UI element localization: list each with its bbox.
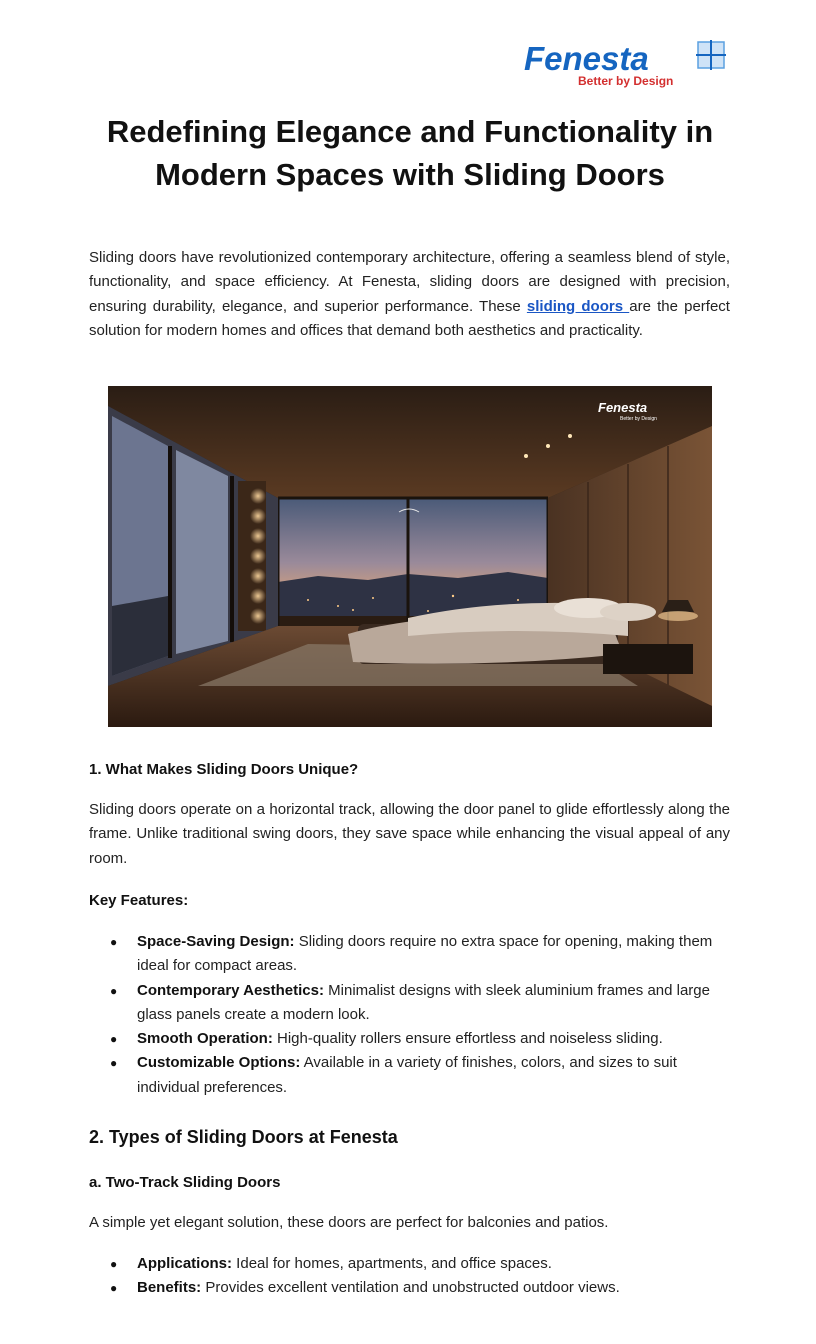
hero-watermark-brand: Fenesta <box>598 400 648 415</box>
list-item <box>110 930 730 979</box>
section1-body: Sliding doors operate on a horizontal track, allowing the door panel to glide effortlessly along the frame. Unlike traditional swing doors, they save space while enhancing the visual appeal of any room. <box>89 801 730 867</box>
list-item <box>110 1027 730 1051</box>
intro-paragraph <box>89 246 730 343</box>
item-text: Ideal for homes, apartments, and office spaces. <box>232 1255 552 1272</box>
list-item <box>110 1051 730 1100</box>
section2-heading: 2. Types of Sliding Doors at Fenesta <box>89 1127 398 1147</box>
list-item <box>110 1252 740 1276</box>
feature-text: Sliding doors require no extra space for opening, making them ideal for compact areas. <box>137 933 713 975</box>
logo-wordmark: Fenesta <box>524 40 649 77</box>
two-track-list <box>110 1252 740 1301</box>
feature-text: High-quality rollers ensure effortless and noiseless sliding. <box>272 1030 663 1048</box>
list-item <box>110 1276 740 1300</box>
item-label: Benefits: <box>137 1279 202 1297</box>
intro-text-before: Sliding doors have revolutionized contemporary architecture, offering a seamless blend of style, functionality, and space efficiency. At Fenesta, sliding doors are designed with precision, ensuring durability, elegance, and superior performance. These <box>89 249 730 315</box>
fenesta-logo <box>520 38 730 90</box>
feature-label: Smooth Operation: <box>137 1030 273 1048</box>
page-title: Redefining Elegance and Functionality in Modern Spaces with Sliding Doors <box>106 114 714 192</box>
hero-bedroom-image <box>108 386 712 727</box>
logo-cross-icon <box>696 40 726 70</box>
list-item <box>110 979 730 1028</box>
item-label: Applications: <box>137 1255 233 1272</box>
intro-text-after: are the perfect solution for modern homes and offices that demand both aesthetics and practicality. <box>89 297 730 339</box>
section2a-heading: a. Two-Track Sliding Doors <box>89 1174 281 1191</box>
hero-watermark-tagline: Better by Design <box>620 416 657 422</box>
feature-text: Minimalist designs with sleek aluminium frames and large glass panels create a modern look. <box>137 981 710 1023</box>
logo-tagline: Better by Design <box>578 74 674 88</box>
feature-label: Space-Saving Design: <box>137 933 295 950</box>
feature-label: Customizable Options: <box>137 1054 301 1072</box>
section2a-body: A simple yet elegant solution, these doors are perfect for balconies and patios. <box>89 1214 609 1231</box>
sliding-doors-link[interactable]: sliding doors <box>526 297 630 315</box>
key-features-heading: Key Features: <box>89 892 189 909</box>
key-features-list <box>110 930 730 1100</box>
section1-heading: 1. What Makes Sliding Doors Unique? <box>89 761 359 778</box>
feature-label: Contemporary Aesthetics: <box>137 981 324 999</box>
feature-text: Available in a variety of finishes, colors, and sizes to suit individual preferences. <box>137 1054 677 1096</box>
item-text: Provides excellent ventilation and unobstructed outdoor views. <box>201 1279 620 1297</box>
